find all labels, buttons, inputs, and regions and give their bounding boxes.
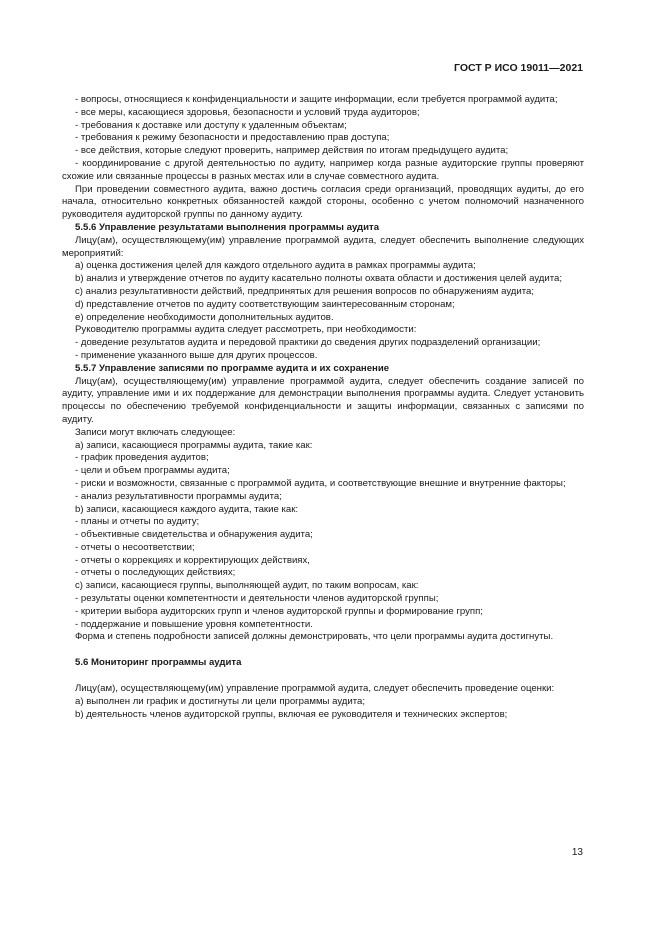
paragraph: Руководителю программы аудита следует рассмотреть, при необходимости: [75, 324, 417, 336]
paragraph: - вопросы, относящиеся к конфиденциальности и защите информации, если требуется программой аудита; [75, 94, 558, 105]
paragraph: e) определение необходимости дополнительных аудитов. [75, 311, 334, 323]
paragraph: Лицу(ам), осуществляющему(им) управление программой аудита, следует обеспечить проведение оценки: [75, 683, 555, 695]
paragraph: - отчеты о последующих действиях; [75, 567, 236, 579]
paragraph: b) деятельность членов аудиторской группы, включая ее руководителя и технических экспертов; [75, 708, 508, 720]
paragraph: - отчеты о несоответствии; [75, 541, 195, 553]
paragraph: - применение указанного выше для других процессов. [75, 349, 318, 361]
paragraph: a) оценка достижения целей для каждого отдельного аудита в рамках программы аудита; [75, 260, 476, 272]
paragraph: - требования к режиму безопасности и предоставлению прав доступа; [75, 132, 390, 144]
paragraph: - график проведения аудитов; [75, 452, 209, 464]
paragraph: c) анализ результативности действий, предпринятых для решения вопросов по обнаружениям аудита; [75, 285, 535, 297]
paragraph: - планы и отчеты по аудиту; [75, 516, 200, 528]
section-heading: 5.6 Мониторинг программы аудита [75, 657, 242, 669]
paragraph: Лицу(ам), осуществляющему(им) управление программой аудита, следует обеспечить выполнение следующих мероприятий: [62, 234, 584, 259]
paragraph: - анализ результативности программы аудита; [75, 490, 282, 502]
paragraph: - отчеты о коррекциях и корректирующих действиях, [75, 554, 310, 566]
paragraph: Лицу(ам), осуществляющему(им) управление программой аудита, следует обеспечить создание записей по аудиту, управление ими и их поддержание для демонстрации выполнения программы аудита. Следует установить процессы по обеспечению требуемой конфиденциальности и защиты информации, связанных с записями по аудиту. [62, 375, 584, 425]
paragraph: b) анализ и утверждение отчетов по аудиту касательно полноты охвата области и достижения целей аудита; [75, 273, 563, 285]
paragraph: - результаты оценки компетентности и деятельности членов аудиторской группы; [75, 593, 439, 605]
section-heading: 5.5.7 Управление записями по программе аудита и их сохранение [75, 362, 390, 374]
paragraph: b) записи, касающиеся каждого аудита, такие как: [75, 503, 299, 515]
paragraph: - риски и возможности, связанные с программой аудита, и соответствующие внешние и внутренние факторы; [75, 477, 566, 489]
section-heading: 5.5.6 Управление результатами выполнения программы аудита [75, 221, 380, 233]
paragraph: При проведении совместного аудита, важно достичь согласия среди организаций, проводящих аудиты, до его начала, относительно конкретных обязанностей каждой стороны, особенно с учетом полномочий назначенного руководителя аудиторской группы по данному аудиту. [62, 183, 584, 221]
paragraph: - координирование с другой деятельностью по аудиту, например когда разные аудиторские группы проверяют схожие или связанные процессы в разных местах или в случае совместного аудита. [62, 157, 584, 182]
paragraph: a) записи, касающиеся программы аудита, такие как: [75, 439, 313, 451]
paragraph: Записи могут включать следующее: [75, 426, 236, 438]
paragraph: Форма и степень подробности записей должны демонстрировать, что цели программы аудита достигнуты. [75, 631, 554, 643]
paragraph: - объективные свидетельства и обнаружения аудита; [75, 529, 313, 541]
paragraph: - требования к доставке или доступу к удаленным объектам; [75, 119, 347, 131]
paragraph: - цели и объем программы аудита; [75, 465, 230, 477]
document-body [62, 94, 584, 721]
paragraph: d) представление отчетов по аудиту соответствующим заинтересованным сторонам; [75, 298, 455, 310]
paragraph: c) записи, касающиеся группы, выполняющей аудит, по таким вопросам, как: [75, 580, 419, 592]
paragraph: a) выполнен ли график и достигнуты ли цели программы аудита; [75, 695, 366, 707]
paragraph: - все меры, касающиеся здоровья, безопасности и условий труда аудиторов; [75, 106, 420, 118]
paragraph: - поддержание и повышение уровня компетентности. [75, 618, 313, 630]
paragraph: - критерии выбора аудиторских групп и членов аудиторской группы и формирование групп; [75, 605, 483, 617]
standard-header: ГОСТ Р ИСО 19011—2021 [454, 62, 583, 74]
paragraph: - все действия, которые следуют проверить, например действия по итогам предыдущего аудита; [75, 145, 509, 157]
page-number: 13 [571, 847, 583, 858]
paragraph: - доведение результатов аудита и передовой практики до сведения других подразделений организации; [75, 337, 541, 349]
